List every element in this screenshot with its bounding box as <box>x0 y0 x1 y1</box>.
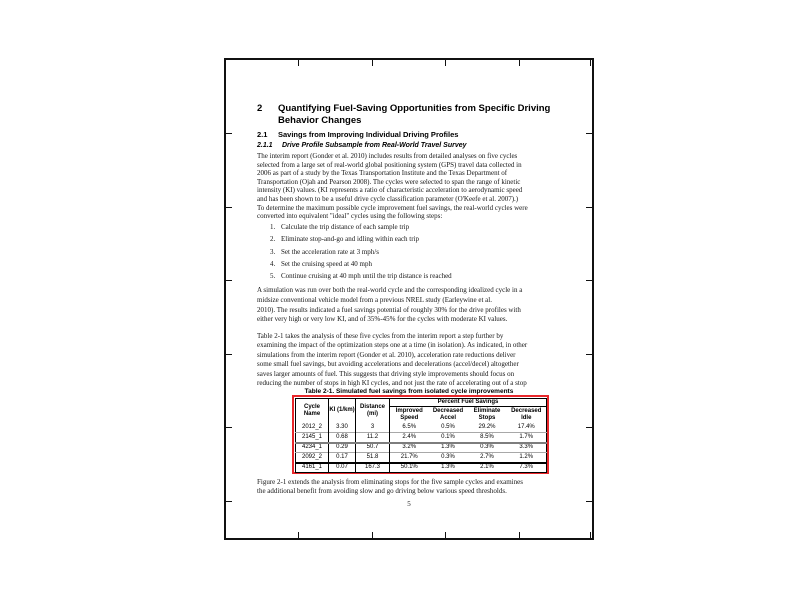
cell-decreased-idle: 1.7% <box>519 433 534 440</box>
list-text: Set the cruising speed at 40 mph <box>281 259 372 268</box>
cell-improved-speed: 21.7% <box>400 453 418 460</box>
table-row <box>296 433 547 443</box>
text-line: saves larger amounts of fuel. This suggests that driving style improvements should focus on <box>257 369 515 378</box>
ruler-tick <box>226 354 232 355</box>
column-header-decreased-idle: Decreased Idle <box>511 408 542 421</box>
cell-ki: 0.07 <box>329 463 356 473</box>
table-row <box>296 453 547 463</box>
column-header-ki: KI (1/km) <box>329 399 356 423</box>
ruler-tick <box>519 532 520 538</box>
cell-cycle: 2012_2 <box>296 423 329 433</box>
cell-eliminate-stops: 2.7% <box>480 453 494 460</box>
table-row <box>296 423 547 433</box>
text-line: Table 2-1 takes the analysis of these five cycles from the interim report a step further by <box>257 332 504 340</box>
cell-eliminate-stops: 29.2% <box>478 423 496 430</box>
cell-eliminate-stops: 2.1% <box>480 464 494 471</box>
list-text: Eliminate stop-and-go and idling within each trip <box>281 235 420 244</box>
cell-decreased-accel: 0.5% <box>441 423 455 430</box>
cell-distance: 50.7 <box>356 443 390 453</box>
table-row <box>296 463 547 473</box>
cell-decreased-accel: 1.3% <box>441 444 455 451</box>
cell-improved-speed: 50.1% <box>400 464 418 471</box>
paragraph-table-discussion <box>257 332 527 388</box>
cell-decreased-idle: 7.3% <box>519 464 534 471</box>
paragraph-intro <box>257 152 528 221</box>
list-text: Set the acceleration rate at 3 mph/s <box>281 247 379 256</box>
text-line: A simulation was run over both the real-world cycle and the corresponding idealized cycle in a <box>257 286 523 294</box>
cell-decreased-idle: 1.2% <box>519 453 534 460</box>
cell-cycle: 4161_1 <box>296 463 329 473</box>
section-heading <box>257 130 458 139</box>
ruler-tick <box>226 133 232 134</box>
text-line: selected from a large set of real-world global positioning system (GPS) travel data collected in <box>257 160 522 169</box>
text-line: 2010). The results indicated a fuel savings potential of roughly 30% for the drive profiles with <box>257 305 521 314</box>
cell-cycle: 2092_2 <box>296 453 329 463</box>
text-line: simulations from the interim report (Gonder et al. 2010), acceleration rate reductions deliver <box>257 350 516 359</box>
table-row <box>296 443 547 453</box>
cell-decreased-accel: 0.1% <box>441 433 455 440</box>
text-line: Figure 2-1 extends the analysis from eliminating stops for the five sample cycles and examines <box>257 478 523 486</box>
ruler-tick <box>590 532 591 538</box>
subsection-heading <box>257 142 467 151</box>
list-number: 2. <box>270 235 276 244</box>
list-item <box>270 258 452 270</box>
list-text: Calculate the trip distance of each sample trip <box>281 223 410 231</box>
paragraph-figure-reference <box>257 478 523 496</box>
paragraph-simulation-results <box>257 286 522 325</box>
text-line: midsize conventional vehicle model from a previous NREL study (Earleywine et al. <box>257 295 492 304</box>
column-header-decreased-accel: Decreased Accel <box>432 408 464 421</box>
ruler-tick <box>586 427 592 428</box>
cell-distance: 11.2 <box>356 433 390 443</box>
ruler-tick <box>519 60 520 66</box>
subsection-number: 2.1.1 <box>257 141 273 149</box>
ruler-tick <box>372 60 373 66</box>
list-number: 3. <box>270 247 276 256</box>
text-line: some small fuel savings, but avoiding accelerations and decelerations (accel/decel) altogether <box>257 360 519 369</box>
cell-eliminate-stops: 8.5% <box>480 433 494 440</box>
cell-distance: 51.8 <box>356 453 390 463</box>
column-header-group: Percent Fuel Savings <box>390 399 547 407</box>
column-header-improved-speed: Improved Speed <box>395 408 423 421</box>
text-line: examining the impact of the optimization steps one at a time (in isolation). As indicated, in other <box>257 341 528 350</box>
column-header-cycle: Cycle Name <box>296 399 329 423</box>
list-item <box>270 233 452 245</box>
cell-distance: 167.3 <box>356 463 390 473</box>
text-line: 2006 as part of a study by the Texas Transportation Institute and the Texas Department of <box>257 169 508 178</box>
cell-decreased-accel: 0.3% <box>441 453 455 460</box>
cell-ki: 3.30 <box>329 423 356 433</box>
text-line: either very high or very low KI, and of 35%-45% for the cycles with moderate KI values. <box>257 315 508 324</box>
section-title: Savings from Improving Individual Driving Profiles <box>278 130 459 139</box>
cell-ki: 0.29 <box>329 443 356 453</box>
ruler-tick <box>298 532 299 538</box>
ruler-tick <box>445 60 446 66</box>
chapter-number: 2 <box>257 103 263 114</box>
column-header-distance: Distance (mi) <box>356 399 390 423</box>
ruler-tick <box>226 207 232 208</box>
page-number: 5 <box>407 500 411 508</box>
list-number: 1. <box>270 223 276 231</box>
cell-distance: 3 <box>356 423 390 433</box>
list-number: 5. <box>270 272 276 281</box>
fuel-savings-table <box>295 398 547 473</box>
cell-decreased-idle: 17.4% <box>517 423 535 430</box>
cell-improved-speed: 3.2% <box>402 444 417 451</box>
text-line: converted into equivalent "ideal" cycles using the following steps: <box>257 212 443 221</box>
text-line: and has been shown to be a useful drive cycle classification parameter (O'Keefe et al. 2007).) <box>257 194 519 203</box>
list-item <box>270 221 452 233</box>
text-line: reducing the number of stops in high KI cycles, and not just the rate of accelerating out of a stop <box>257 379 527 388</box>
list-number: 4. <box>270 259 276 268</box>
ruler-tick <box>586 207 592 208</box>
ruler-tick <box>226 280 232 281</box>
cell-improved-speed: 6.5% <box>402 423 417 430</box>
ruler-tick <box>445 532 446 538</box>
ruler-tick <box>586 280 592 281</box>
chapter-title: Quantifying Fuel-Saving Opportunities from Specific Driving Behavior Changes <box>278 103 551 126</box>
text-line: intensity (KI) values. (KI represents a ratio of characteristic acceleration to aerodynamic speed <box>257 186 523 195</box>
cell-ki: 0.17 <box>329 453 356 463</box>
cell-cycle: 4234_1 <box>296 443 329 453</box>
cell-eliminate-stops: 0.3% <box>480 444 494 451</box>
cell-decreased-idle: 3.3% <box>519 444 534 451</box>
page-frame <box>224 58 594 540</box>
text-line: the additional benefit from avoiding slow and go driving below various speed thresholds. <box>257 487 507 495</box>
table-highlight-box <box>292 395 549 474</box>
ruler-tick <box>372 532 373 538</box>
cell-decreased-accel: 1.3% <box>441 464 455 471</box>
ruler-tick <box>590 60 591 66</box>
section-number: 2.1 <box>257 130 268 139</box>
text-line: To determine the maximum possible cycle improvement fuel savings, the real-world cycles were <box>257 203 528 212</box>
list-item <box>270 270 452 282</box>
ruler-tick <box>298 60 299 66</box>
steps-ordered-list <box>270 221 452 282</box>
column-header-eliminate-stops: Eliminate Stops <box>473 408 501 421</box>
cell-ki: 0.68 <box>329 433 356 443</box>
cell-cycle: 2145_1 <box>296 433 329 443</box>
list-item <box>270 246 452 258</box>
list-text: Continue cruising at 40 mph until the trip distance is reached <box>281 272 452 281</box>
subsection-title: Drive Profile Subsample from Real-World Travel Survey <box>282 141 467 149</box>
ruler-tick <box>586 133 592 134</box>
cell-improved-speed: 2.4% <box>402 433 417 440</box>
ruler-tick <box>586 354 592 355</box>
text-line: The interim report (Gonder et al. 2010) includes results from detailed analyses on five cycles <box>257 152 518 160</box>
chapter-heading <box>257 103 550 126</box>
ruler-tick <box>226 427 232 428</box>
table-caption: Table 2-1. Simulated fuel savings from isolated cycle improvements <box>304 387 514 395</box>
text-line: Transportation (Ojah and Pearson 2008). The cycles were selected to span the range of kinetic <box>257 177 521 186</box>
